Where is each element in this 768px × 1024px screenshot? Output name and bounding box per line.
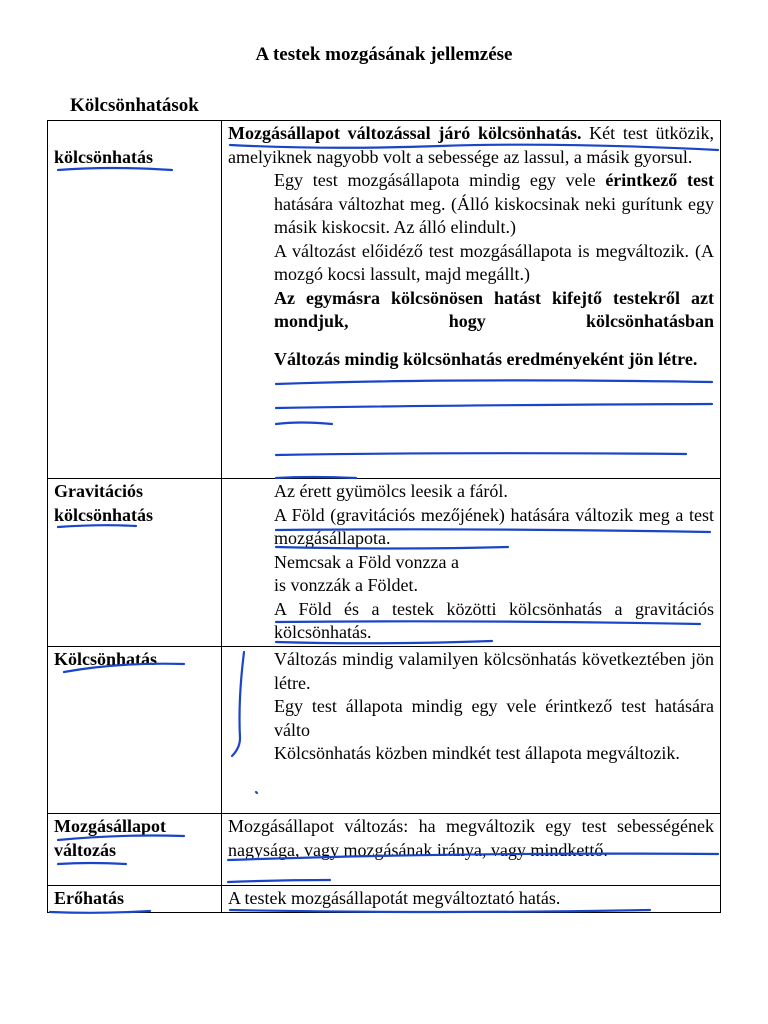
- bold-text: Mozgásállapot változással járó kölcsönhatás.: [228, 123, 582, 143]
- term-cell: Gravitációs kölcsönhatás: [48, 479, 222, 647]
- description-cell: [222, 647, 721, 814]
- term-cell: Erőhatás: [48, 886, 222, 913]
- paragraph: A Föld (gravitációs mezőjének) hatására változik meg a test mozgásállapota.: [274, 504, 714, 548]
- text: hatására változhat meg. (Álló kiskocsinak neki gurítunk egy másik kiskocsit. Az álló elindult.): [274, 193, 714, 237]
- paragraph: Az érett gyümölcs leesik a fáról.: [274, 481, 508, 501]
- bold-text: Változás mindig kölcsönhatás eredményeként jön létre.: [274, 348, 698, 369]
- term-text: kölcsönhatás: [54, 147, 154, 167]
- description-cell: A testek mozgásállapotát megváltoztató hatás.: [222, 886, 721, 913]
- paragraph: Egy test állapota mindig egy vele érintkező test hatására válto: [274, 696, 714, 740]
- section-heading: Kölcsönhatások: [70, 95, 199, 116]
- paragraph: [228, 287, 714, 334]
- table-row: [48, 647, 721, 814]
- paragraph: [228, 122, 714, 169]
- text: Egy test mozgásállapota mindig egy vele: [274, 170, 606, 190]
- term-cell: Kölcsönhatás: [48, 647, 222, 814]
- paragraph: Változás mindig valamilyen kölcsönhatás következtében jön létre.: [274, 649, 714, 693]
- definitions-table: [47, 120, 721, 913]
- table-row: [48, 121, 721, 479]
- description-cell: Mozgásállapot változás: ha megváltozik egy test sebességének nagysága, vagy mozgásának iránya, vagy mindkettő.: [222, 814, 721, 886]
- table-row: [48, 479, 721, 647]
- paragraph: [228, 348, 714, 372]
- bold-text: érintkező test: [605, 170, 714, 190]
- paragraph: [228, 169, 714, 240]
- description-cell: [222, 121, 721, 479]
- paragraph: is vonzzák a Földet.: [274, 575, 418, 595]
- paragraph: A Föld és a testek közötti kölcsönhatás a gravitációs kölcsönhatás.: [274, 598, 714, 642]
- text: Két test ütközik, amelyiknek nagyobb volt a sebessége az lassul, a másik gyorsul.: [228, 123, 715, 167]
- table-row: [48, 814, 721, 886]
- term-cell: Mozgásállapot változás: [48, 814, 222, 886]
- paragraph: A változást előidéző test mozgásállapota is megváltozik. (A mozgó kocsi lassult, majd megállt.): [274, 240, 714, 284]
- table-row: [48, 886, 721, 913]
- description-cell: [222, 479, 721, 647]
- term-cell: [48, 121, 222, 479]
- paragraph: Nemcsak a Föld vonzza a: [274, 551, 459, 572]
- page-title: A testek mozgásának jellemzése: [255, 44, 513, 65]
- bold-text: Az egymásra kölcsönösen hatást kifejtő testekről azt mondjuk, hogy kölcsönhatásban: [274, 287, 714, 331]
- paragraph: Kölcsönhatás közben mindkét test állapota megváltozik.: [274, 743, 680, 763]
